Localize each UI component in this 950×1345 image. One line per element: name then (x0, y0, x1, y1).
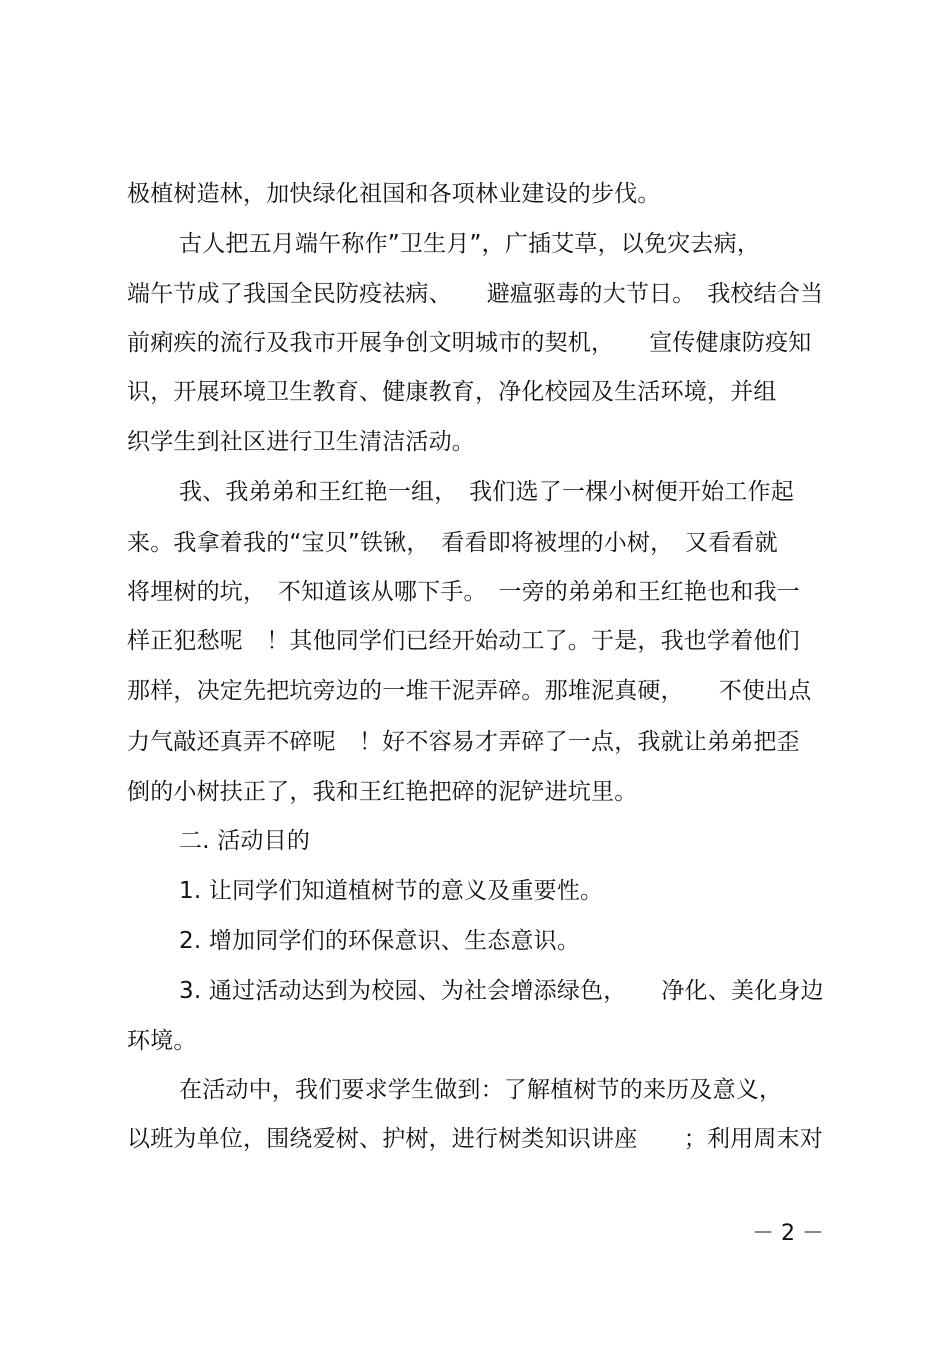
text-line: 那样，决定先把坑旁边的一堆干泥弄碎。那堆泥真硬， 不使出点 (127, 678, 812, 704)
text-line: 织学生到社区进行卫生清洁活动。 (127, 429, 475, 455)
text-line: 端午节成了我国全民防疫祛病、 避瘟驱毒的大节日。 我校结合当 (127, 281, 824, 307)
text-line: 来。我拿着我的“宝贝”铁锹， 看看即将被埋的小树， 又看看就 (127, 530, 778, 556)
text-line: 以班为单位，围绕爱树、护树，进行树类知识讲座 ；利用周末对 (127, 1126, 823, 1152)
text-line: 将埋树的坑， 不知道该从哪下手。 一旁的弟弟和王红艳也和我一 (127, 579, 800, 605)
section-heading: 二. 活动目的 (179, 828, 311, 854)
text-line: 倒的小树扶正了，我和王红艳把碎的泥铲进坑里。 (127, 779, 638, 805)
text-line: 识，开展环境卫生教育、健康教育，净化校园及生活环境，并组 (127, 379, 777, 405)
text-line: 样正犯愁呢 ！其他同学们已经开始动工了。于是，我也学着他们 (127, 628, 800, 654)
page-number: － 2 － (752, 1221, 824, 1246)
text-line: 极植树造林，加快绿化祖国和各项林业建设的步伐。 (127, 181, 661, 207)
list-item: 2. 增加同学们的环保意识、生态意识。 (179, 928, 581, 954)
text-line: 力气敲还真弄不碎呢 ！好不容易才弄碎了一点，我就让弟弟把歪 (127, 729, 800, 755)
text-line: 前痢疾的流行及我市开展争创文明城市的契机， 宣传健康防疫知 (127, 330, 812, 356)
text-line: 我、我弟弟和王红艳一组， 我们选了一棵小树便开始工作起 (179, 479, 794, 505)
text-line: 环境。 (127, 1028, 197, 1054)
list-item: 1. 让同学们知道植树节的意义及重要性。 (179, 878, 604, 904)
list-item: 3. 通过活动达到为校园、为社会增添绿色， 净化、美化身边 (179, 978, 824, 1004)
text-line: 古人把五月端午称作”卫生月”，广插艾草，以免灾去病， (179, 231, 761, 257)
text-line: 在活动中，我们要求学生做到：了解植树节的来历及意义， (179, 1077, 783, 1103)
